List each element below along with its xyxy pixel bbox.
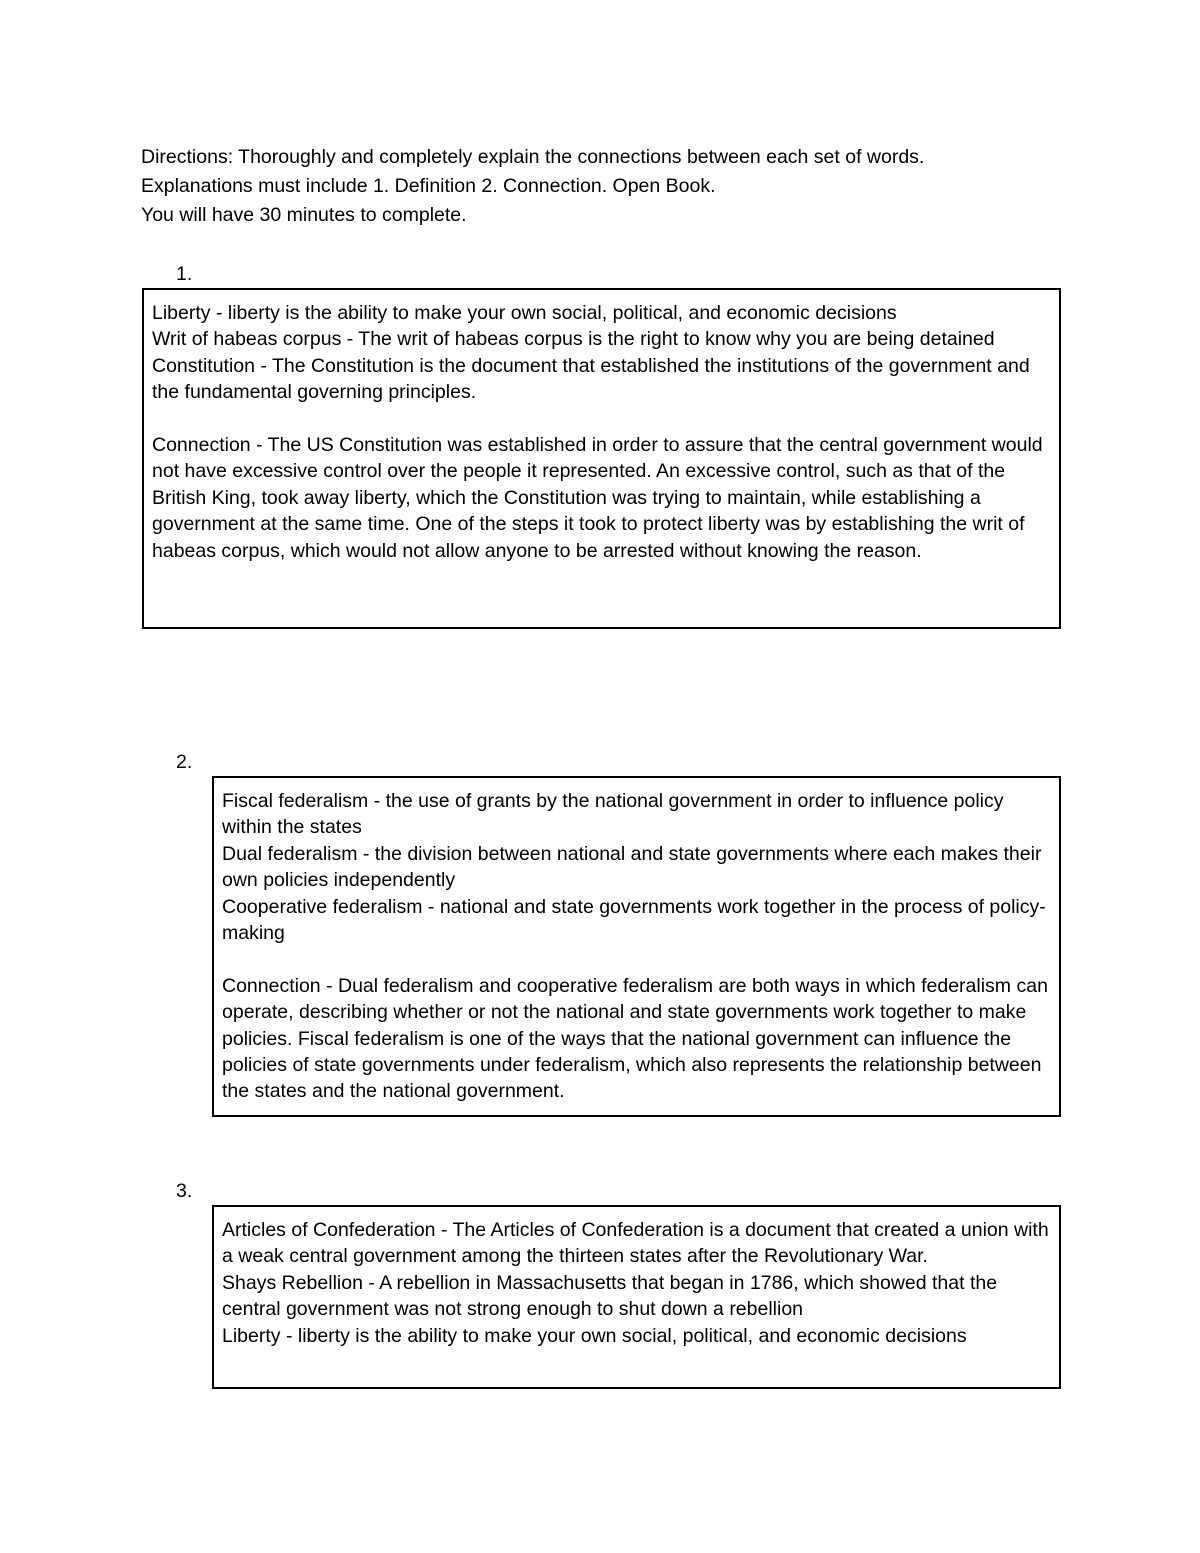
definition-constitution: Constitution - The Constitution is the document that established the institutions of the government and the fundamental governing principles. [152,354,1030,404]
definition-habeas-corpus: Writ of habeas corpus - The writ of habeas corpus is the right to know why you are being detained [152,328,995,351]
definition-cooperative-federalism: Cooperative federalism - national and state governments work together in the process of policy-making [222,895,1046,945]
definition-dual-federalism: Dual federalism - the division between national and state governments where each makes their own policies independently [222,842,1042,892]
directions-line-1: Directions: Thoroughly and completely explain the connections between each set of words. [141,146,925,168]
connection-paragraph-1: Connection - The US Constitution was established in order to assure that the central government would not have excessive control over the people it represented. An excessive control, such as that of the British King, took away liberty, which the Constitution was trying to maintain, while establishing a government at the same time. One of the steps it took to protect liberty was by establishing the writ of habeas corpus, which would not allow anyone to be arrested without knowing the reason. [152,434,1043,562]
paragraph-gap [152,406,1049,432]
definition-articles-of-confederation: Articles of Confederation - The Articles of Confederation is a document that created a union with a weak central government among the thirteen states after the Revolutionary War. [222,1219,1049,1268]
question-number-2: 2. [176,751,193,773]
answer-box-3 [212,1205,1061,1389]
definition-liberty: Liberty - liberty is the ability to make your own social, political, and economic decisions [222,1324,967,1347]
definition-fiscal-federalism: Fiscal federalism - the use of grants by the national government in order to influence policy within the states [222,790,1004,839]
paragraph-gap [222,946,1049,972]
definition-liberty: Liberty - liberty is the ability to make your own social, political, and economic decisions [152,302,897,324]
directions-line-2: Explanations must include 1. Definition 2. Connection. Open Book. [141,175,716,197]
connection-paragraph-2: Connection - Dual federalism and cooperative federalism are both ways in which federalism can operate, describing whether or not the national and state governments work together to make policies. Fiscal federalism is one of the ways that the national government can influence the policies of state governments under federalism, which also represents the relationship between the states and the national government. [222,974,1048,1103]
question-number-1: 1. [176,263,193,285]
directions-block [141,143,1101,230]
question-number-3: 3. [176,1180,193,1202]
answer-box-2 [212,776,1061,1117]
definition-shays-rebellion: Shays Rebellion - A rebellion in Massachusetts that began in 1786, which showed that the central government was not strong enough to shut down a rebellion [222,1271,998,1321]
directions-line-3: You will have 30 minutes to complete. [141,204,467,226]
answer-box-1 [142,288,1061,629]
